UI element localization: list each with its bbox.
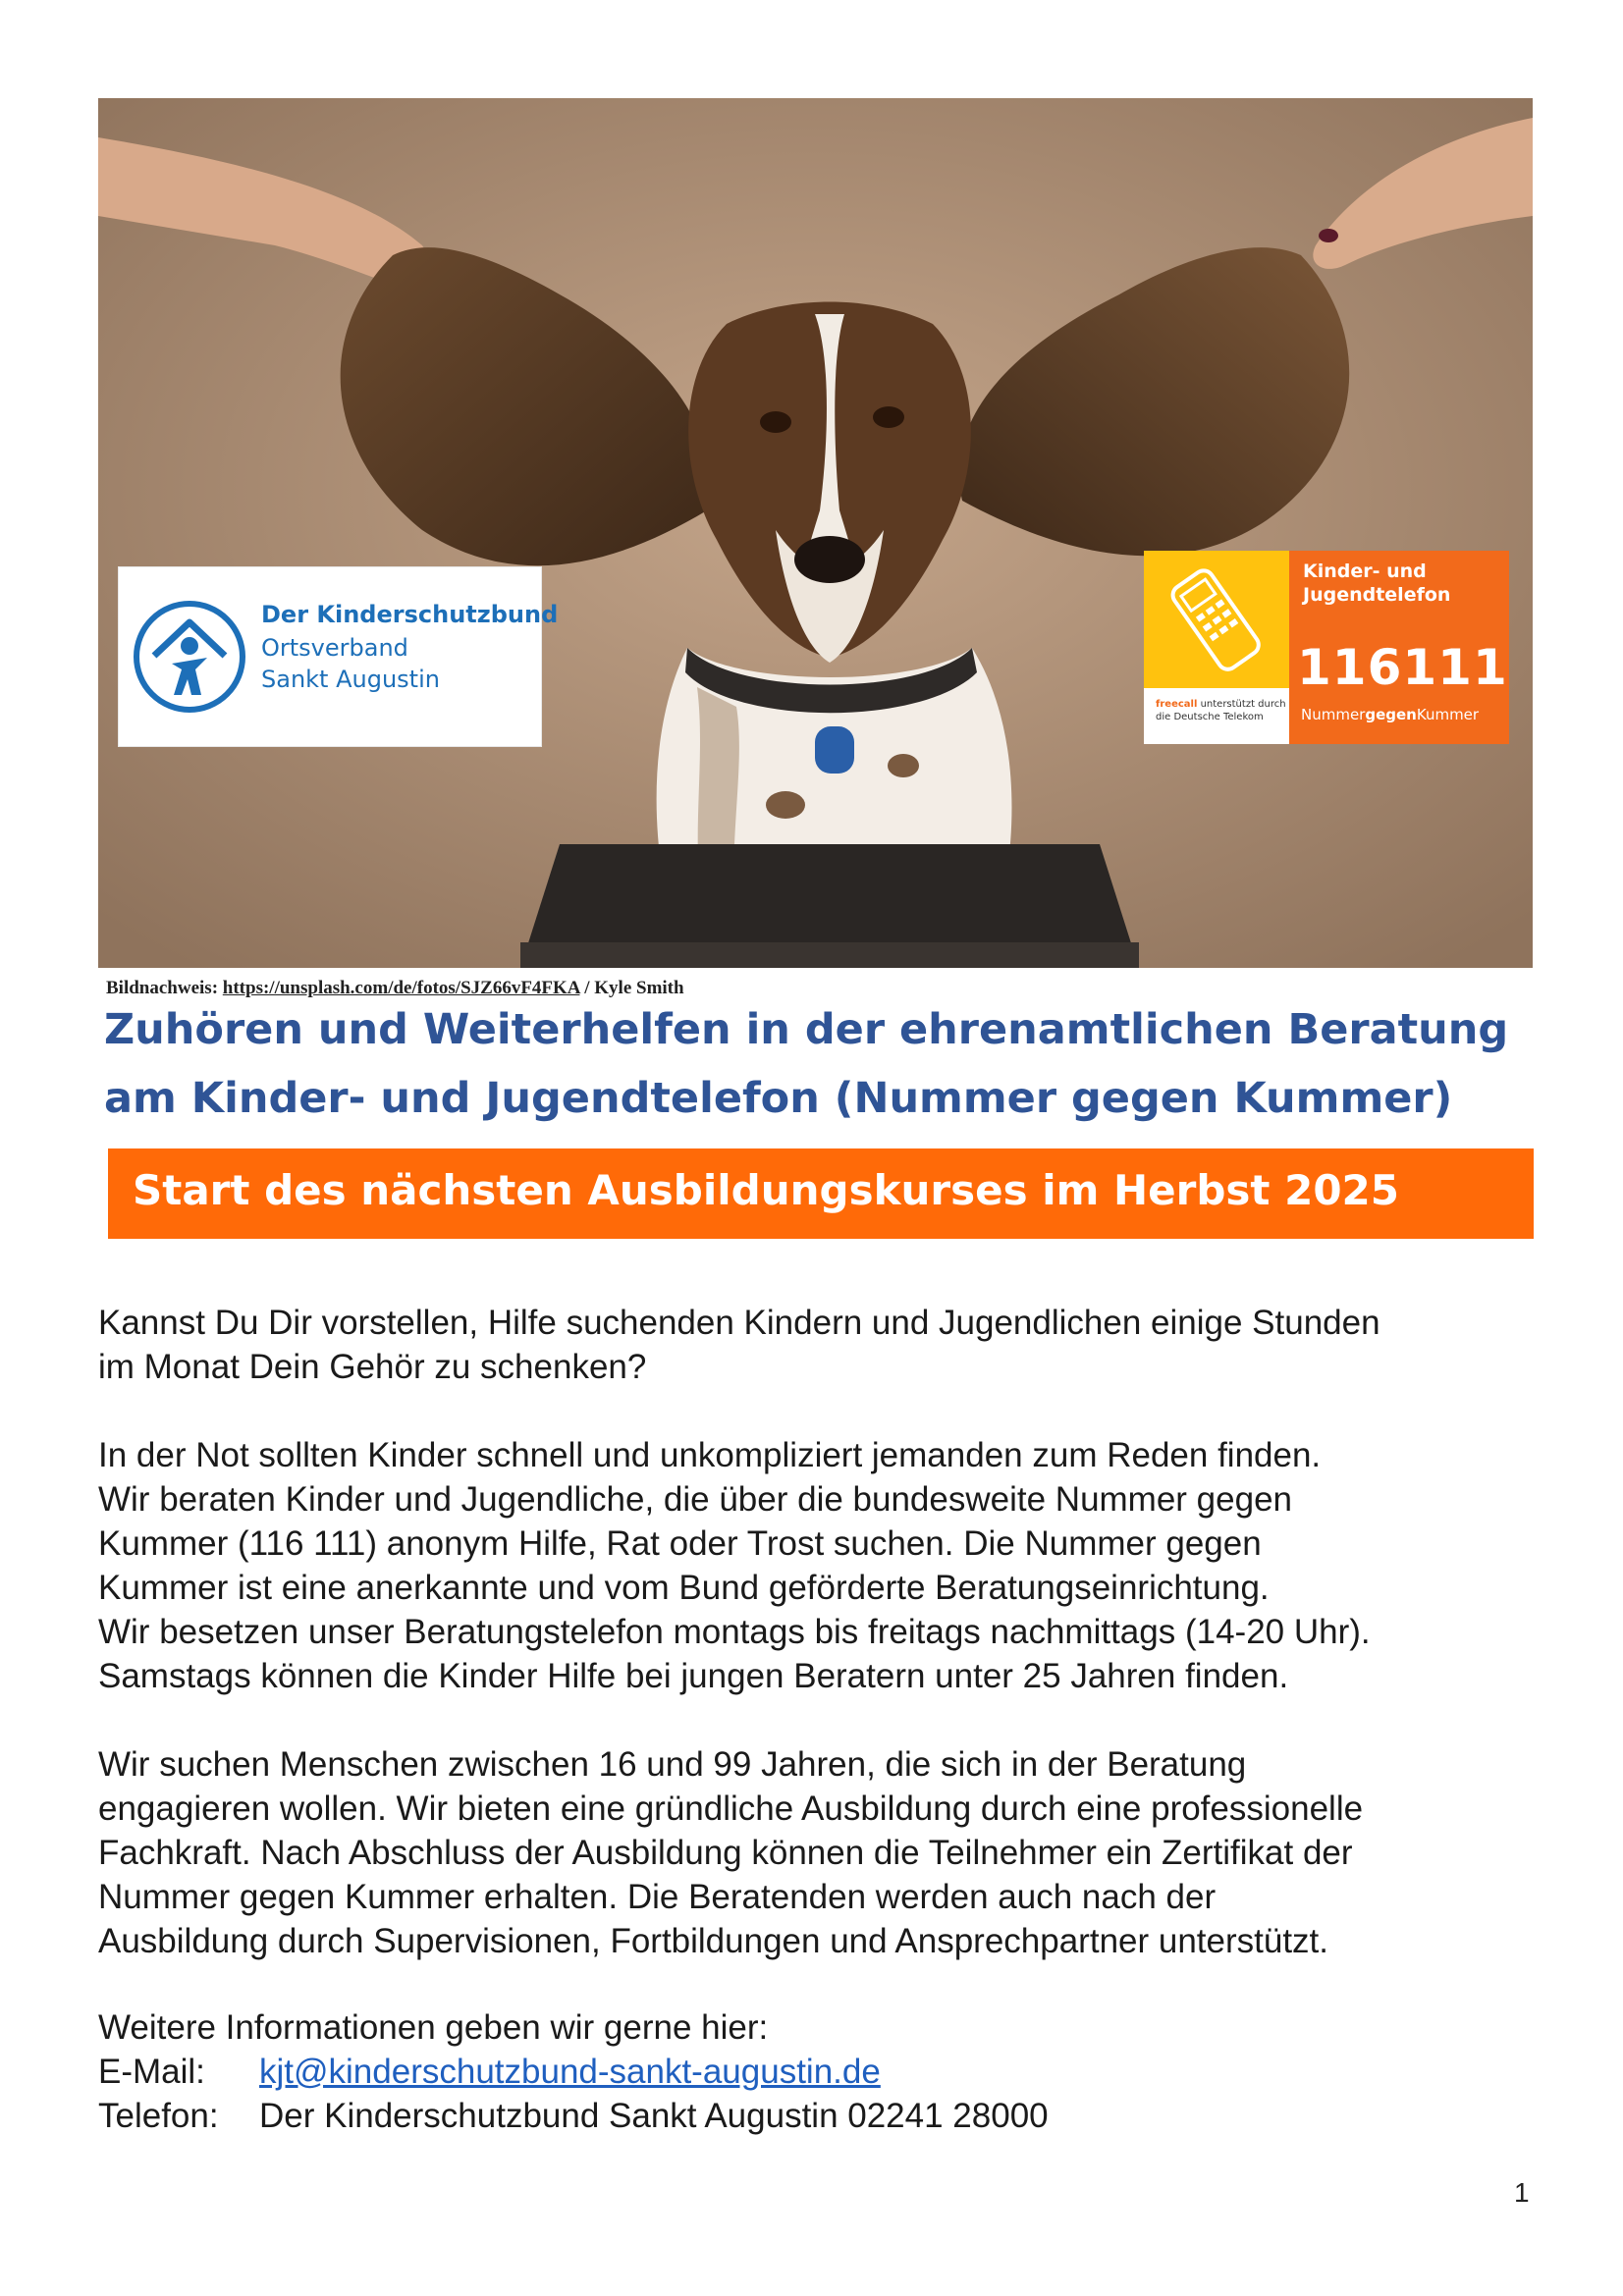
- dog-ears-photo: [98, 98, 1533, 968]
- hero-photo: [98, 98, 1533, 968]
- text-line: Kummer (116 111) anonym Hilfe, Rat oder Trost suchen. Die Nummer gegen: [98, 1524, 1262, 1563]
- kinderschutzbund-logo: [118, 566, 559, 747]
- text-line: Kummer ist eine anerkannte und vom Bund geförderte Beratungseinrichtung.: [98, 1569, 1270, 1607]
- kinderschutzbund-house-icon: [133, 597, 246, 717]
- phone-value: Der Kinderschutzbund Sankt Augustin 02241 28000: [259, 2097, 1049, 2135]
- logo-line1: Kinder- und: [1303, 561, 1427, 582]
- page-title-line1: Zuhören und Weiterhelfen in der ehrenamtlichen Beratung: [104, 1005, 1509, 1054]
- logo-tagline: NummergegenKummer: [1301, 706, 1480, 723]
- text-line: Wir besetzen unser Beratungstelefon montags bis freitags nachmittags (14-20 Uhr).: [98, 1613, 1371, 1651]
- page-number: 1: [1514, 2177, 1530, 2208]
- text-line: engagieren wollen. Wir bieten eine gründliche Ausbildung durch eine professionelle: [98, 1789, 1364, 1828]
- text-line: In der Not sollten Kinder schnell und unkompliziert jemanden zum Reden finden.: [98, 1436, 1322, 1474]
- logo-yellow-panel: [1144, 551, 1289, 688]
- credit-link[interactable]: https://unsplash.com/de/fotos/SJZ66vF4FKA: [222, 978, 580, 998]
- paragraph-service: [98, 1433, 1542, 1698]
- text-line: Nummer gegen Kummer erhalten. Die Beratenden werden auch nach der: [98, 1878, 1217, 1916]
- credit-author: Kyle Smith: [594, 978, 684, 998]
- page-title-line2: am Kinder- und Jugendtelefon (Nummer gegen Kummer): [104, 1074, 1453, 1123]
- credit-separator: /: [579, 978, 595, 998]
- paragraph-recruitment: [98, 1742, 1542, 1963]
- email-label: E-Mail:: [98, 2053, 205, 2091]
- text-line: im Monat Dein Gehör zu schenken?: [98, 1348, 647, 1386]
- photo-credit: [106, 978, 684, 999]
- contact-phone-row: [98, 2094, 1049, 2138]
- logo-number: 116111: [1297, 639, 1508, 696]
- nummer-gegen-kummer-logo: [1144, 551, 1509, 744]
- text-line: Kannst Du Dir vorstellen, Hilfe suchenden Kindern und Jugendlichen einige Stunden: [98, 1304, 1380, 1342]
- logo-org-line2: Ortsverband: [261, 634, 408, 662]
- text-line: Ausbildung durch Supervisionen, Fortbildungen und Ansprechpartner unterstützt.: [98, 1922, 1329, 1960]
- announcement-banner: [108, 1148, 1534, 1239]
- logo-org-name: Der Kinderschutzbund: [261, 601, 559, 628]
- logo-line2: Jugendtelefon: [1303, 584, 1451, 606]
- text-line: Samstags können die Kinder Hilfe bei jungen Beratern unter 25 Jahren finden.: [98, 1657, 1289, 1695]
- contact-intro: Weitere Informationen geben wir gerne hier:: [98, 2008, 769, 2047]
- phone-icon: [1144, 551, 1289, 688]
- logo-org-line3: Sankt Augustin: [261, 666, 440, 693]
- text-line: Wir suchen Menschen zwischen 16 und 99 Jahren, die sich in der Beratung: [98, 1745, 1247, 1784]
- credit-label: Bildnachweis:: [106, 978, 219, 998]
- phone-label: Telefon:: [98, 2097, 219, 2135]
- paragraph-intro: [98, 1301, 1542, 1389]
- text-line: Wir beraten Kinder und Jugendliche, die über die bundesweite Nummer gegen: [98, 1480, 1293, 1519]
- text-line: Fachkraft. Nach Abschluss der Ausbildung können die Teilnehmer ein Zertifikat der: [98, 1834, 1353, 1872]
- email-link[interactable]: kjt@kinderschutzbund-sankt-augustin.de: [259, 2053, 881, 2091]
- contact-email-row: [98, 2050, 881, 2094]
- banner-text: Start des nächsten Ausbildungskurses im Herbst 2025: [133, 1166, 1400, 1214]
- logo-freecall: freecall unterstützt durch die Deutsche Telekom: [1156, 699, 1286, 722]
